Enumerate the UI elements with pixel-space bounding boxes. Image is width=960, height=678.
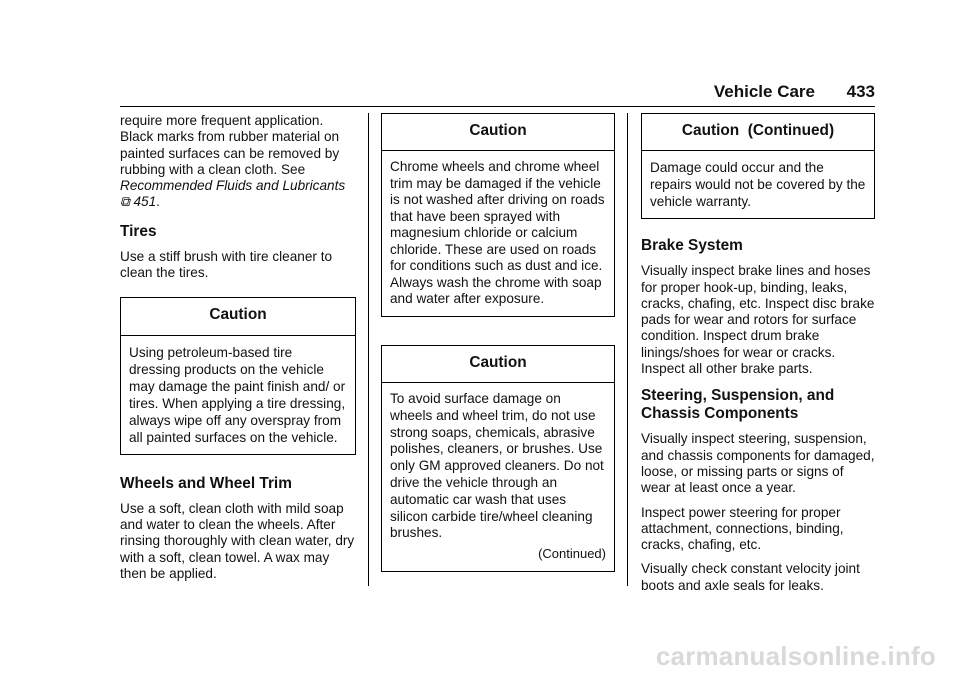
caution-title: Caution xyxy=(121,298,355,335)
caution-box-chrome xyxy=(381,113,615,317)
intro-paragraph xyxy=(120,113,356,211)
wheels-text: Use a soft, clean cloth with mild soap and water to clean the wheels. After rinsing thoroughly with clean water, dry with a soft, clean towel. A wax may then be applied. xyxy=(120,500,355,581)
column-divider-2 xyxy=(627,113,628,586)
caution-text: Using petroleum-based tire dressing products on the vehicle may damage the paint finish and/ or tires. When applying a tire dressing, always wipe off any overspray from all painted surfaces on the vehicle. xyxy=(129,344,346,445)
column-divider-1 xyxy=(368,113,369,586)
intro-text: require more frequent application. Black marks from rubber material on painted surfaces can be removed by rubbing with a clean cloth. See xyxy=(120,113,340,177)
steering-text-1: Visually inspect steering, suspension, and chassis components for damaged, loose, or missing parts or signs of wear at least once a year. xyxy=(641,431,875,496)
caution-title: Caution xyxy=(382,346,614,383)
section-title: Vehicle Care xyxy=(713,82,815,101)
caution-box-surface-damage xyxy=(381,345,615,572)
steering-text-2: Inspect power steering for proper attachment, connections, binding, cracks, chafing, etc. xyxy=(641,504,844,553)
continued-label: (Continued) xyxy=(538,546,606,562)
caution-text: To avoid surface damage on wheels and wheel trim, do not use strong soaps, chemicals, abrasive polishes, cleaners, or brushes. Use only GM approved cleaners. Do not drive the vehicle through an automatic car wash that uses silicon carbide tire/wheel cleaning brushes. xyxy=(390,391,604,541)
brake-heading: Brake System xyxy=(641,237,743,255)
tires-heading: Tires xyxy=(120,222,157,240)
column-3 xyxy=(641,113,875,602)
caution-text: Damage could occur and the repairs would not be covered by the vehicle warranty. xyxy=(650,160,866,210)
intro-end: . xyxy=(156,194,160,210)
watermark-logo: carmanualsonline.info xyxy=(655,641,936,671)
caution-title: Caution (Continued) xyxy=(642,114,874,151)
steering-text-3: Visually check constant velocity joint boots and axle seals for leaks. xyxy=(641,561,860,593)
column-1 xyxy=(120,113,356,590)
wheels-heading: Wheels and Wheel Trim xyxy=(120,474,292,492)
caution-box-continued xyxy=(641,113,875,219)
tires-text: Use a stiff brush with tire cleaner to clean the tires. xyxy=(120,248,333,281)
steering-heading: Steering, Suspension, and Chassis Components xyxy=(641,387,835,423)
caution-title: Caution xyxy=(382,114,614,151)
column-2 xyxy=(381,113,615,582)
page-header xyxy=(120,82,875,107)
brake-text: Visually inspect brake lines and hoses for proper hook-up, binding, leaks, cracks, chafing, etc. Inspect disc brake pads for wear and rotors for surface condition. Inspect drum brake linings/shoes for wear or cracks. Inspect all other brake parts. xyxy=(641,263,875,377)
page-reference[interactable]: ⧉ 451 xyxy=(120,194,157,210)
caution-text: Chrome wheels and chrome wheel trim may be damaged if the vehicle is not washed after driving on roads that have been sprayed with magnesium chloride or calcium chloride. These are used on roads for conditions such as dust and ice. Always wash the chrome with soap and water after exposure. xyxy=(390,159,605,307)
caution-box-tire-dressing xyxy=(120,297,356,454)
fluids-reference-link[interactable]: Recommended Fluids and Lubricants xyxy=(120,178,346,194)
page-number: 433 xyxy=(846,82,875,101)
